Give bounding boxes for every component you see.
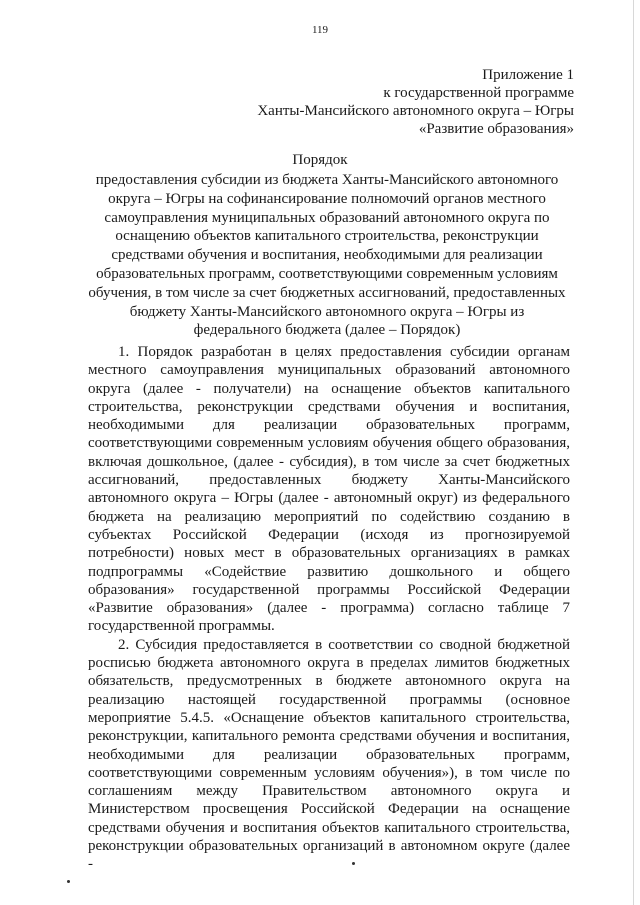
appendix-line-1: Приложение 1 <box>482 67 574 83</box>
page-number: 119 <box>311 24 329 36</box>
document-body <box>88 343 570 874</box>
scan-dot-left <box>67 880 70 883</box>
paragraph-2: 2. Субсидия предоставляется в соответствии со сводной бюджетной росписью бюджета автономного округа в пределах лимитов бюджетных обязательств, предусмотренных в бюджете автономного округа на реализацию настоящей государственной программы (основное мероприятие 5.4.5. «Оснащение объектов капитального строительства, реконструкции, капитального ремонта средствами обучения и воспитания, необходимыми для реализации образовательных программ, соответствующими современным условиям обучения»), в том числе по соглашениям между Правительством автономного округа и Министерством просвещения Российской Федерации на оснащение средствами обучения и воспитания объектов капитального строительства, реконструкции образовательных организаций в автономном округе (далее - <box>88 636 570 873</box>
appendix-line-2: к государственной программе <box>383 85 574 101</box>
scan-edge-line <box>633 0 634 905</box>
appendix-header <box>257 66 574 138</box>
appendix-line-4: «Развитие образования» <box>418 121 574 137</box>
paragraph-1: 1. Порядок разработан в целях предоставления субсидии органам местного самоуправления муниципальных образований автономного округа (далее - получатели) на оснащение объектов капитального строительства, реконструкции средствами обучения и воспитания, необходимыми для реализации образовательных программ, соответствующими современным условиям обучения общего образования, включая дошкольное, (далее - субсидия), в том числе за счет бюджетных ассигнований, предоставленных бюджету Ханты-Мансийского автономного округа – Югры (далее - автономный округ) из федерального бюджета на реализацию мероприятий по содействию созданию в субъектах Российской Федерации (исходя из прогнозируемой потребности) новых мест в образовательных организациях в рамках подпрограммы «Содействие развитию дошкольного и общего образования» государственной программы Российской Федерации «Развитие образования» (далее - программа) согласно таблице 7 государственной программы. <box>88 344 570 635</box>
scan-dot-center <box>352 862 355 865</box>
document-title: Порядок <box>292 152 348 168</box>
document-subtitle: предоставления субсидии из бюджета Ханты-Мансийского автономного округа – Югры на софинансирование полномочий органов местного самоуправления муниципальных образований автономного округа по оснащению объектов капитального строительства, реконструкции средствами обучения и воспитания, необходимыми для реализации образовательных программ, соответствующими современным условиям обучения, в том числе за счет бюджетных ассигнований, предоставленных бюджету Ханты-Мансийского автономного округа – Югры из федерального бюджета (далее – Порядок) <box>88 172 566 339</box>
appendix-line-3: Ханты-Мансийского автономного округа – Югры <box>257 103 574 119</box>
